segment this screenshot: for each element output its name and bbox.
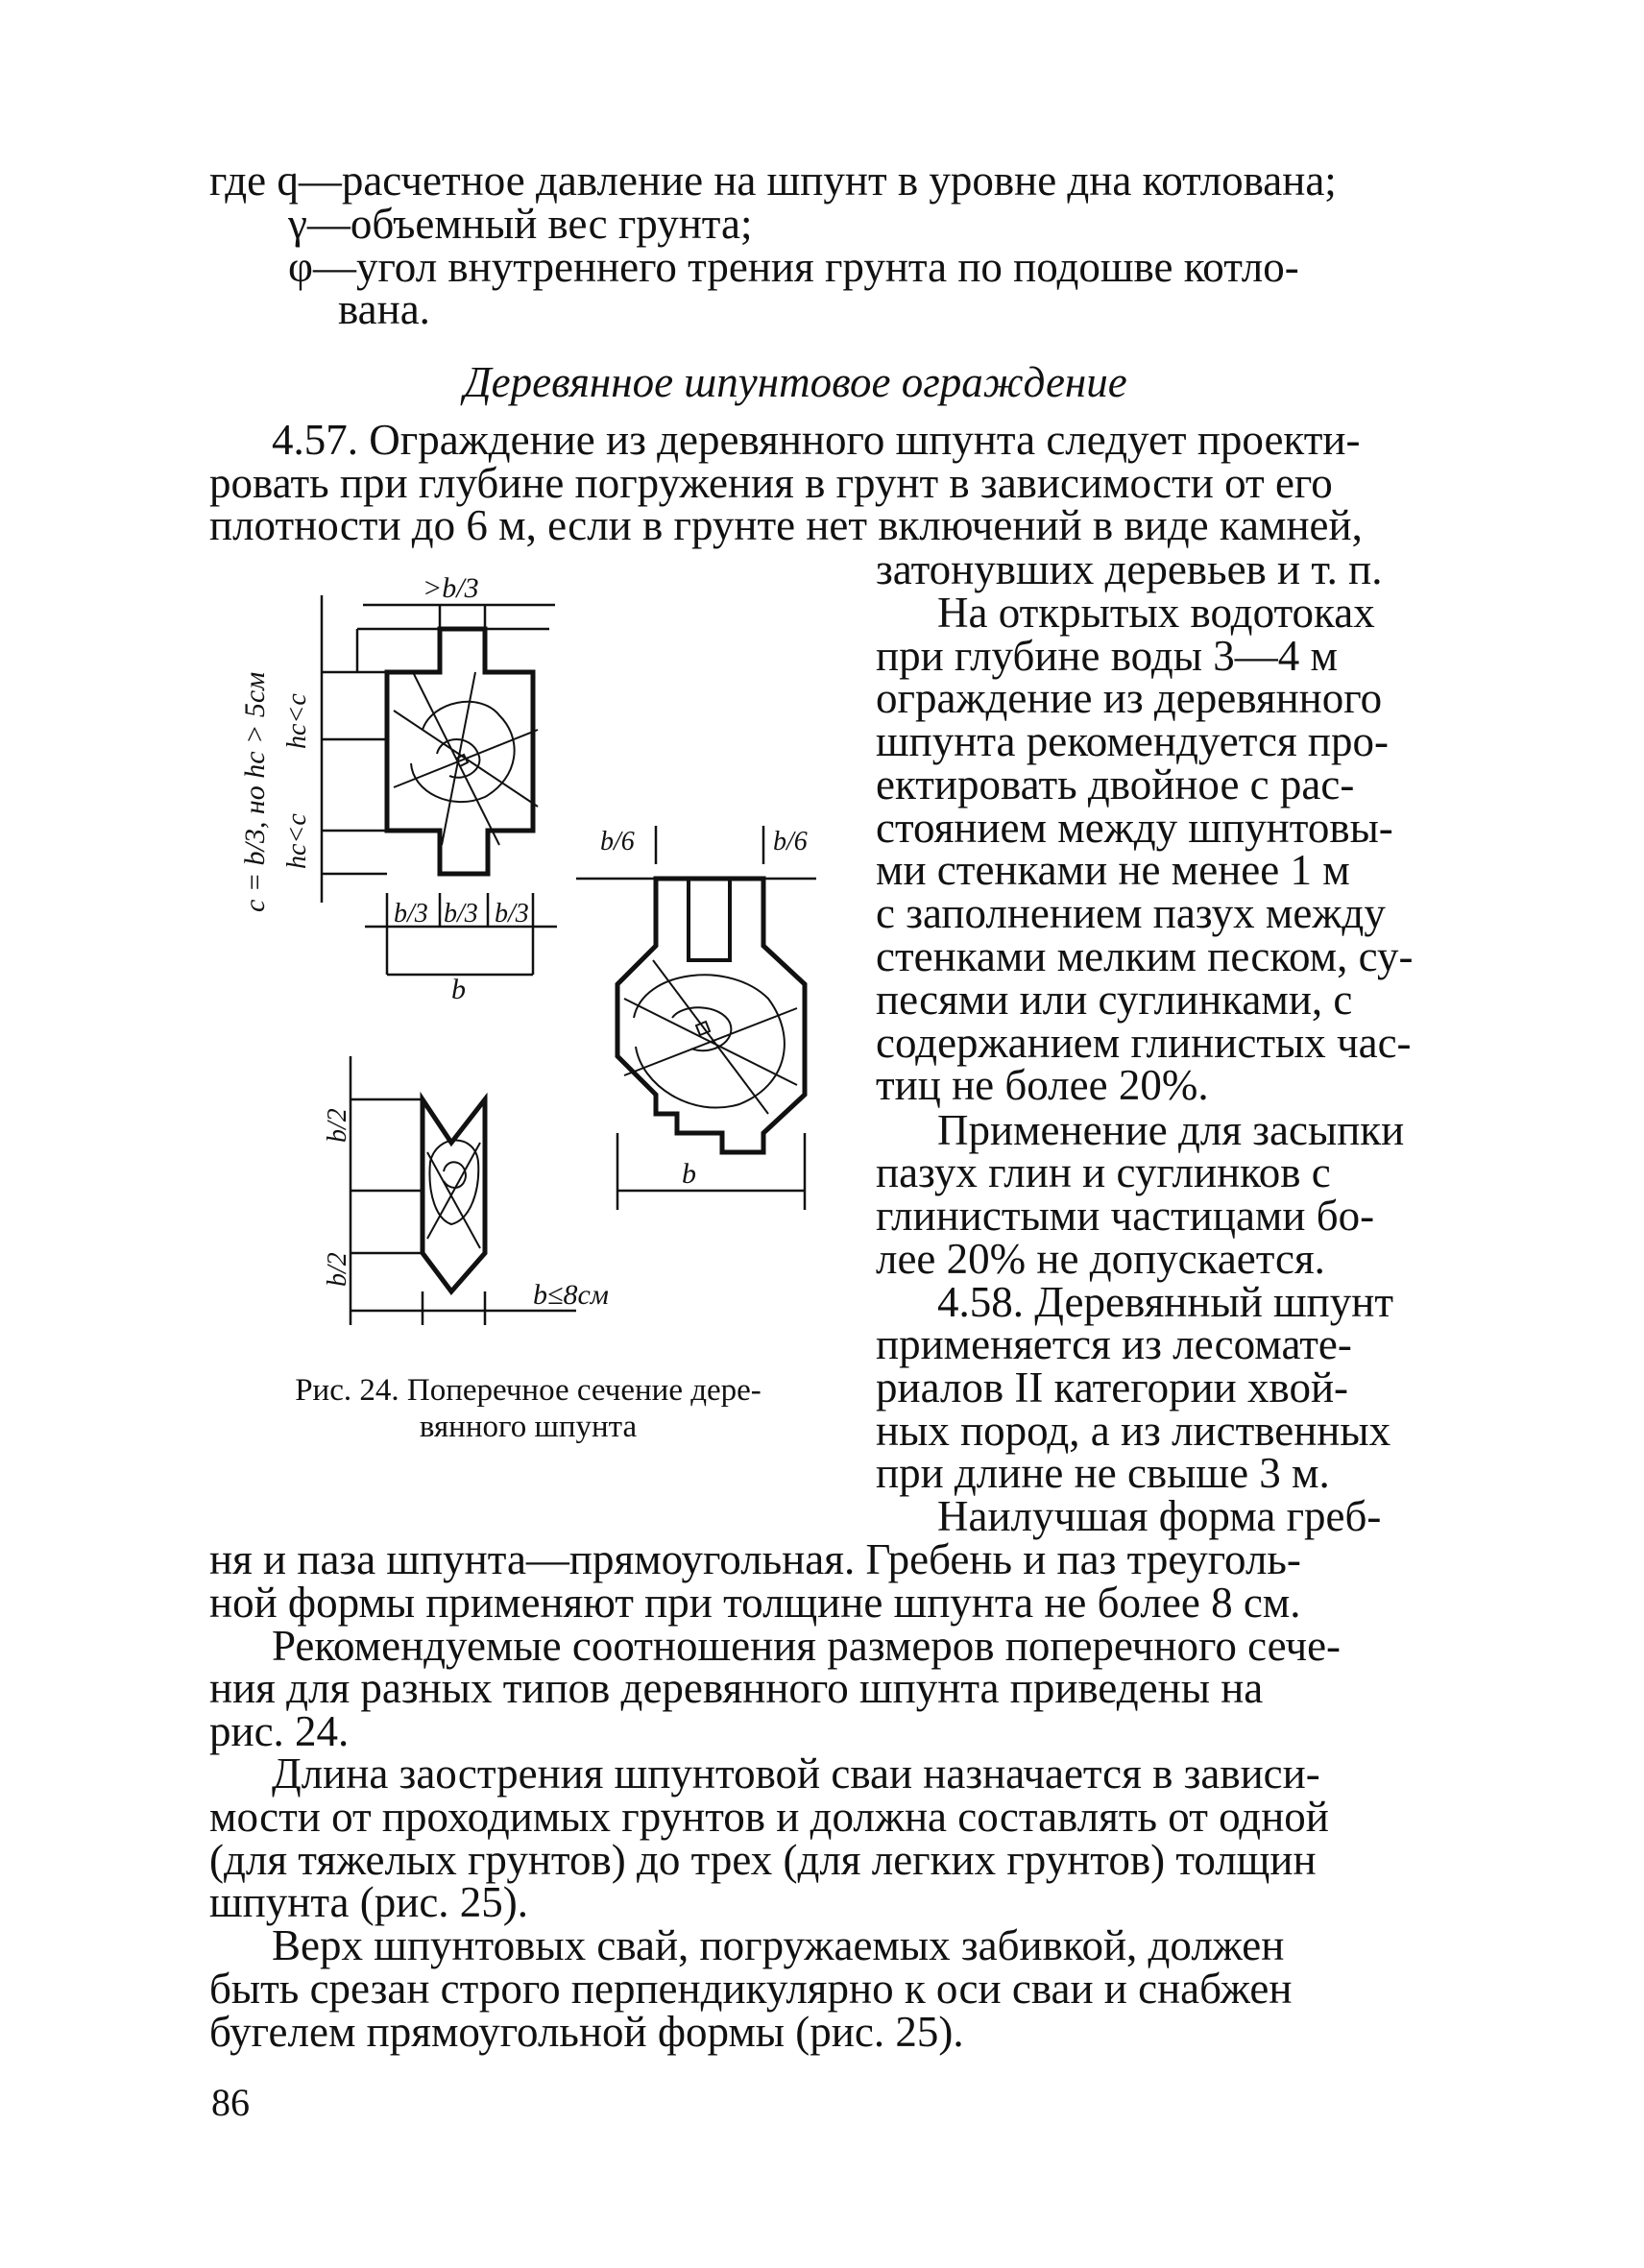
label-max-thickness: b≤8см <box>533 1279 609 1311</box>
section-3-wood-rings <box>427 1141 480 1249</box>
p458-line-3: риалов II категории хвой- <box>876 1363 1349 1411</box>
top-line-2: быть срезан строго перпендикулярно к оси сваи и снабжен <box>209 1965 1293 2013</box>
p457-line2: ровать при глубине погружения в грунт в зависимости от его <box>209 459 1333 507</box>
label-third-2: b/3 <box>444 899 478 929</box>
label-hc-1: hc<c <box>282 693 312 749</box>
label-half-2: b/2 <box>323 1252 352 1287</box>
water-line-9: стенками мелким песком, су- <box>876 932 1414 980</box>
p458-line-4: ных пород, а из лиственных <box>876 1407 1391 1455</box>
p458-line-2: применяется из лесомате- <box>876 1320 1352 1368</box>
label-half-1: b/2 <box>323 1108 352 1143</box>
figure-caption-line-2: вянного шпунта <box>419 1410 638 1444</box>
figure-caption-line-1: Рис. 24. Поперечное сечение дере- <box>295 1373 762 1408</box>
section-2-groove <box>689 879 730 960</box>
clay-line-2: пазух глин и суглинков с <box>876 1148 1331 1196</box>
ratio-line-2: ния для разных типов деревянного шпунта приведены на <box>209 1664 1264 1712</box>
label-sixth-2: b/6 <box>773 827 808 857</box>
label-b-1: b <box>451 974 466 1005</box>
page-number: 86 <box>211 2081 250 2124</box>
top-line-1: Верх шпунтовых свай, погружаемых забивкой, должен <box>272 1921 1285 1969</box>
water-line-7: ми стенками не менее 1 м <box>876 846 1350 894</box>
water-line-2: при глубине воды 3—4 м <box>876 632 1338 680</box>
water-line-12: тиц не более 20%. <box>876 1061 1209 1109</box>
form-line-2: ня и паза шпунта—прямоугольная. Гребень и паз треуголь- <box>209 1535 1301 1583</box>
p457-line1: 4.57. Ограждение из деревянного шпунта следует проекти- <box>272 416 1361 464</box>
water-line-4: шпунта рекомендуется про- <box>876 717 1389 765</box>
label-c-dim: c = b/3, но hc > 5см <box>239 671 271 912</box>
length-line-1: Длина заострения шпунтовой сваи назначается в зависи- <box>272 1749 1320 1798</box>
water-line-3: ограждение из деревянного <box>876 674 1383 722</box>
label-third-1: b/3 <box>394 899 428 929</box>
length-line-3: (для тяжелых грунтов) до трех (для легких грунтов) толщин <box>209 1836 1317 1884</box>
clay-line-3: глинистыми частицами бо- <box>876 1192 1375 1240</box>
water-line-1: На открытых водотоках <box>937 589 1375 637</box>
legend-gamma: γ—объемный вес грунта; <box>288 200 753 248</box>
section-1-wood-rings <box>394 672 538 845</box>
section-title: Деревянное шпунтовое ограждение <box>464 358 1127 406</box>
label-sixth-1: b/6 <box>600 827 635 857</box>
label-top-dim: >b/3 <box>423 572 479 604</box>
legend-phi-cont: вана. <box>338 285 430 333</box>
legend-phi: φ—угол внутреннего трения грунта по подошве котло- <box>288 243 1299 291</box>
label-third-3: b/3 <box>495 899 529 929</box>
p458-line-5: при длине не свыше 3 м. <box>876 1449 1330 1497</box>
label-hc-2: hc<c <box>282 813 312 869</box>
form-line-1: Наилучшая форма греб- <box>937 1492 1382 1540</box>
top-line-3: бугелем прямоугольной формы (рис. 25). <box>209 2008 964 2056</box>
legend-q: где q—расчетное давление на шпунт в уровне дна котлована; <box>209 157 1337 205</box>
water-line-10: песями или суглинками, с <box>876 976 1353 1024</box>
water-line-6: стоянием между шпунтовы- <box>876 804 1393 852</box>
p457-line3: плотности до 6 м, если в грунте нет включений в виде камней, <box>209 501 1363 549</box>
length-line-4: шпунта (рис. 25). <box>209 1878 529 1926</box>
p458-line-1: 4.58. Деревянный шпунт <box>937 1278 1394 1326</box>
water-line-11: содержанием глинистых час- <box>876 1019 1412 1067</box>
water-line-8: с заполнением пазух между <box>876 889 1386 937</box>
ratio-line-1: Рекомендуемые соотношения размеров поперечного сече- <box>272 1622 1342 1670</box>
clay-line-1: Применение для засыпки <box>937 1106 1405 1154</box>
p457-line4: затонувших деревьев и т. п. <box>876 545 1383 593</box>
water-line-5: ектировать двойное с рас- <box>876 760 1355 808</box>
clay-line-4: лее 20% не допускается. <box>876 1235 1325 1283</box>
ratio-line-3: рис. 24. <box>209 1707 350 1755</box>
length-line-2: мости от проходимых грунтов и должна составлять от одной <box>209 1793 1329 1841</box>
label-b-2: b <box>682 1158 696 1190</box>
form-line-3: ной формы применяют при толщине шпунта не более 8 см. <box>209 1579 1301 1627</box>
